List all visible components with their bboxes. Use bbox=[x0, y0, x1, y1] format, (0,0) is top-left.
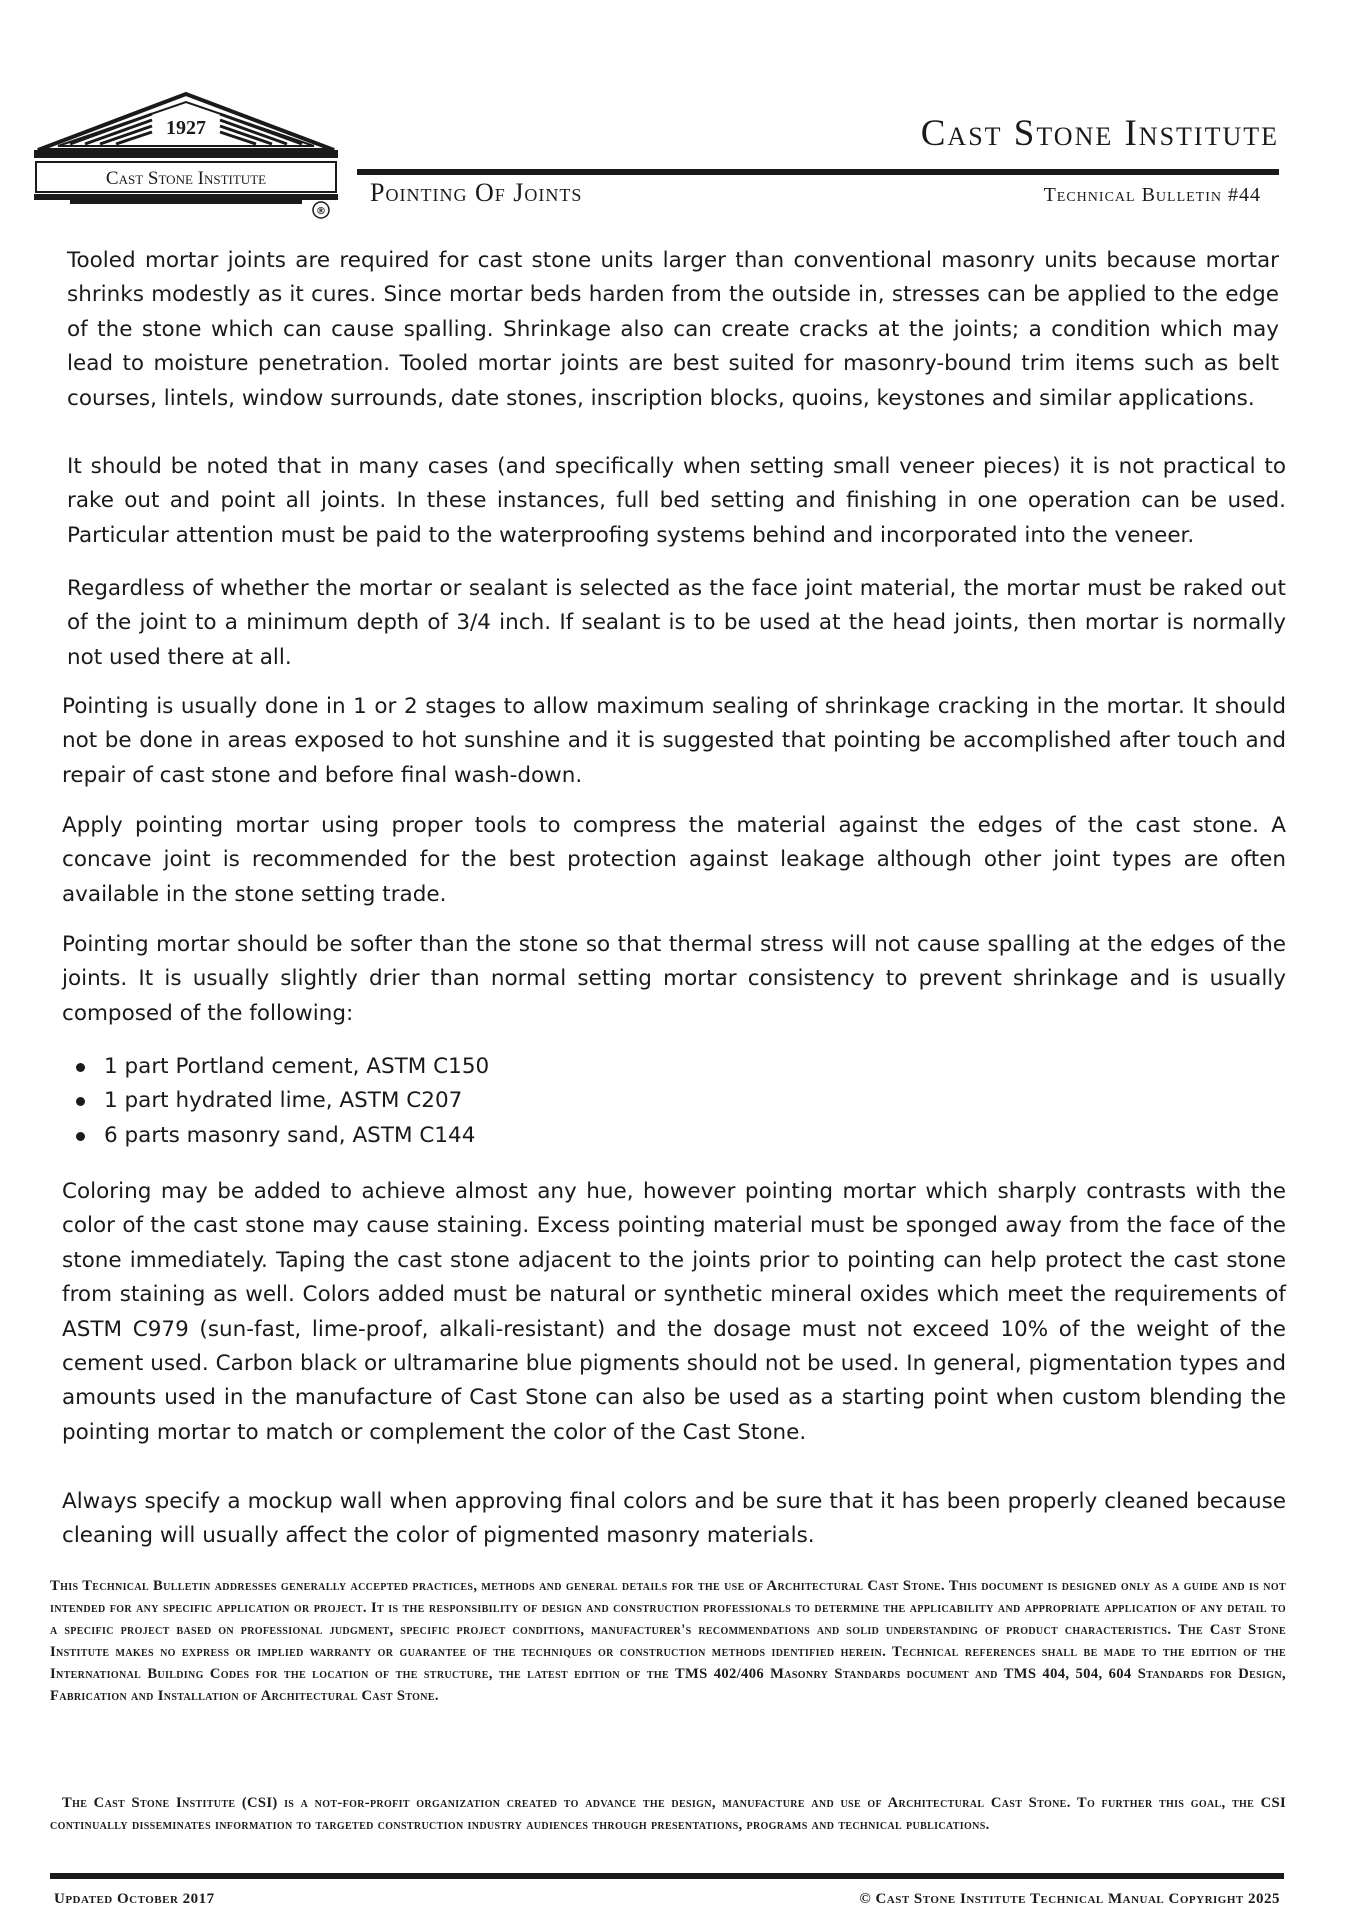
paragraph-veneer-note: It should be noted that in many cases (and specifically when setting small veneer pieces) it is not practical to rake out and point all joints. In these instances, full bed setting and finishing in one operation can be used. Particular attention must be paid to the waterproofing systems behind and incorporated into the veneer. bbox=[67, 454, 1286, 548]
paragraph-coloring: Coloring may be added to achieve almost any hue, however pointing mortar which sharply contrasts with the color of the cast stone may cause staining. Excess pointing material must be sponged away from the face of the stone immediately. Taping the cast stone adjacent to the joints prior to pointing can help protect the cast stone from staining as well. Colors added must be natural or synthetic mineral oxides which meet the requirements of ASTM C979 (sun-fast, lime-proof, alkali-resistant) and the dosage must not exceed 10% of the weight of the cement used. Carbon black or ultramarine blue pigments should not be used. In general, pigmentation types and amounts used in the manufacture of Cast Stone can also be used as a starting point when custom blending the pointing mortar to match or complement the color of the Cast Stone. bbox=[62, 1179, 1286, 1445]
logo-name: Cast Stone Institute bbox=[105, 168, 267, 189]
paragraph-apply-mortar: Apply pointing mortar using proper tools to compress the material against the edges of the cast stone. A concave joint is recommended for the best protection against leakage although other joint types are often available in the stone setting trade. bbox=[62, 813, 1286, 907]
paragraph-mortar-composition: Pointing mortar should be softer than the stone so that thermal stress will not cause spalling at the edges of the joints. It is usually slightly drier than normal setting mortar consistency to prevent shrinkage and is usually composed of the following: bbox=[62, 932, 1286, 1026]
footer-rule bbox=[50, 1873, 1284, 1879]
paragraph-tooled-joints: Tooled mortar joints are required for cast stone units larger than conventional masonry units because mortar shrinks modestly as it cures. Since mortar beds harden from the outside in, stresses can be applied to the edge of the stone which can cause spalling. Shrinkage also can create cracks at the joints; a condition which may lead to moisture penetration. Tooled mortar joints are best suited for masonry-bound trim items such as belt courses, lintels, window surrounds, date stones, inscription blocks, quoins, keystones and similar applications. bbox=[67, 248, 1279, 411]
paragraph-mockup-wall: Always specify a mockup wall when approving final colors and be sure that it has been properly cleaned because cleaning will usually affect the color of pigmented masonry materials. bbox=[62, 1489, 1286, 1549]
about-csi: The Cast Stone Institute (CSI) is a not-for-profit organization created to advance the design, manufacture and use of Architectural Cast Stone. To further this goal, the CSI continually disseminates information to targeted construction industry audiences through presentations, programs and technical publications. bbox=[50, 1795, 1286, 1833]
organization-title: Cast Stone Institute bbox=[920, 113, 1279, 154]
header-rule bbox=[357, 169, 1279, 175]
paragraph-pointing-stages: Pointing is usually done in 1 or 2 stages to allow maximum sealing of shrinkage cracking in the mortar. It should not be done in areas exposed to hot sunshine and it is suggested that pointing be accomplished after touch and repair of cast stone and before final wash-down. bbox=[62, 694, 1286, 788]
bulletin-number: Technical Bulletin #44 bbox=[1043, 184, 1261, 206]
mortar-ingredients-list bbox=[72, 1050, 489, 1153]
paragraph-rake-depth: Regardless of whether the mortar or sealant is selected as the face joint material, the mortar must be raked out of the joint to a minimum depth of 3/4 inch. If sealant is to be used at the head joints, then mortar is normally not used there at all. bbox=[67, 576, 1286, 670]
copyright: © Cast Stone Institute Technical Manual Copyright 2025 bbox=[859, 1891, 1280, 1907]
registered-mark: ® bbox=[316, 206, 326, 217]
list-item: 6 parts masonry sand, ASTM C144 bbox=[72, 1119, 489, 1153]
document-title: Pointing Of Joints bbox=[370, 178, 583, 207]
list-item: 1 part hydrated lime, ASTM C207 bbox=[72, 1084, 489, 1118]
logo-year: 1927 bbox=[166, 117, 206, 139]
cast-stone-institute-logo bbox=[30, 88, 342, 220]
list-item: 1 part Portland cement, ASTM C150 bbox=[72, 1050, 489, 1084]
disclaimer-notice: This Technical Bulletin addresses generally accepted practices, methods and general details for the use of Architectural Cast Stone. This document is designed only as a guide and is not intended for any specific application or project. It is the responsibility of design and construction professionals to determine the applicability and appropriate application of any detail to a specific project based on professional judgment, specific project conditions, manufacturer's recommendations and solid understanding of product characteristics. The Cast Stone Institute makes no express or implied warranty or guarantee of the techniques or construction methods identified herein. Technical references shall be made to the edition of the International Building Codes for the location of the structure, the latest edition of the TMS 402/406 Masonry Standards document and TMS 404, 504, 604 Standards for Design, Fabrication and Installation of Architectural Cast Stone. bbox=[50, 1578, 1286, 1704]
updated-date: Updated October 2017 bbox=[54, 1891, 215, 1907]
